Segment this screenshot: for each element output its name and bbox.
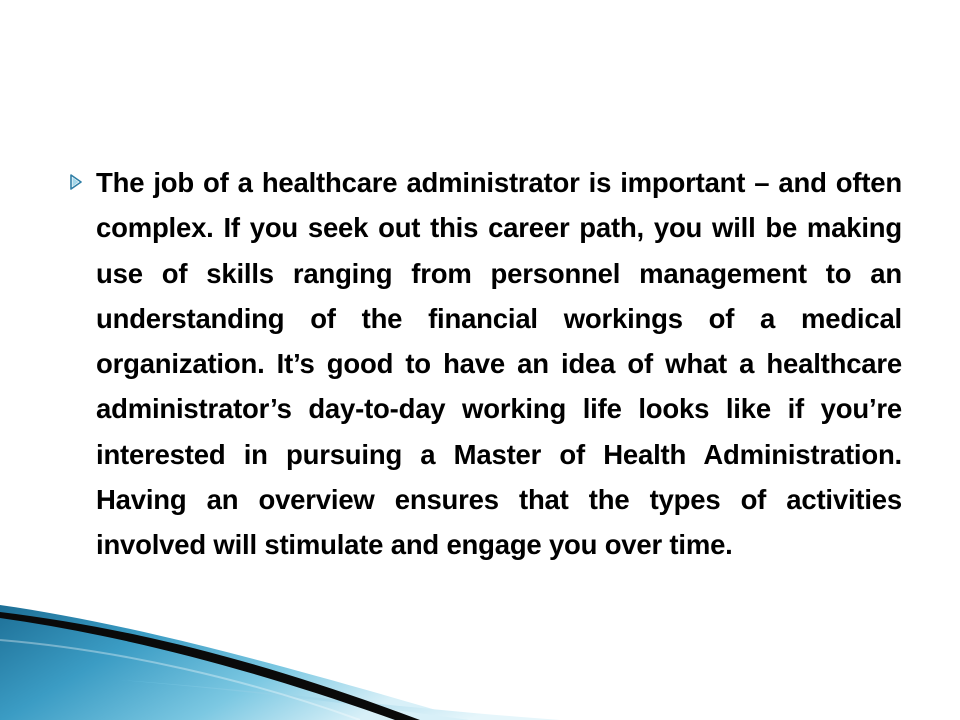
bullet-paragraph: The job of a healthcare administrator is important – and often complex. If you seek out this career path, you will be making use of skills ranging from personnel management to an understanding of the financial workings of a medical organization. It’s good to have an idea of what a healthcare administrator’s day-to-day working life looks like if you’re interested in pursuing a Master of Health Administration. Having an overview ensures that the types of activities involved will stimulate and engage you over time.: [96, 167, 902, 561]
bullet-item: [70, 160, 902, 568]
triangle-bullet-icon: [70, 174, 96, 195]
